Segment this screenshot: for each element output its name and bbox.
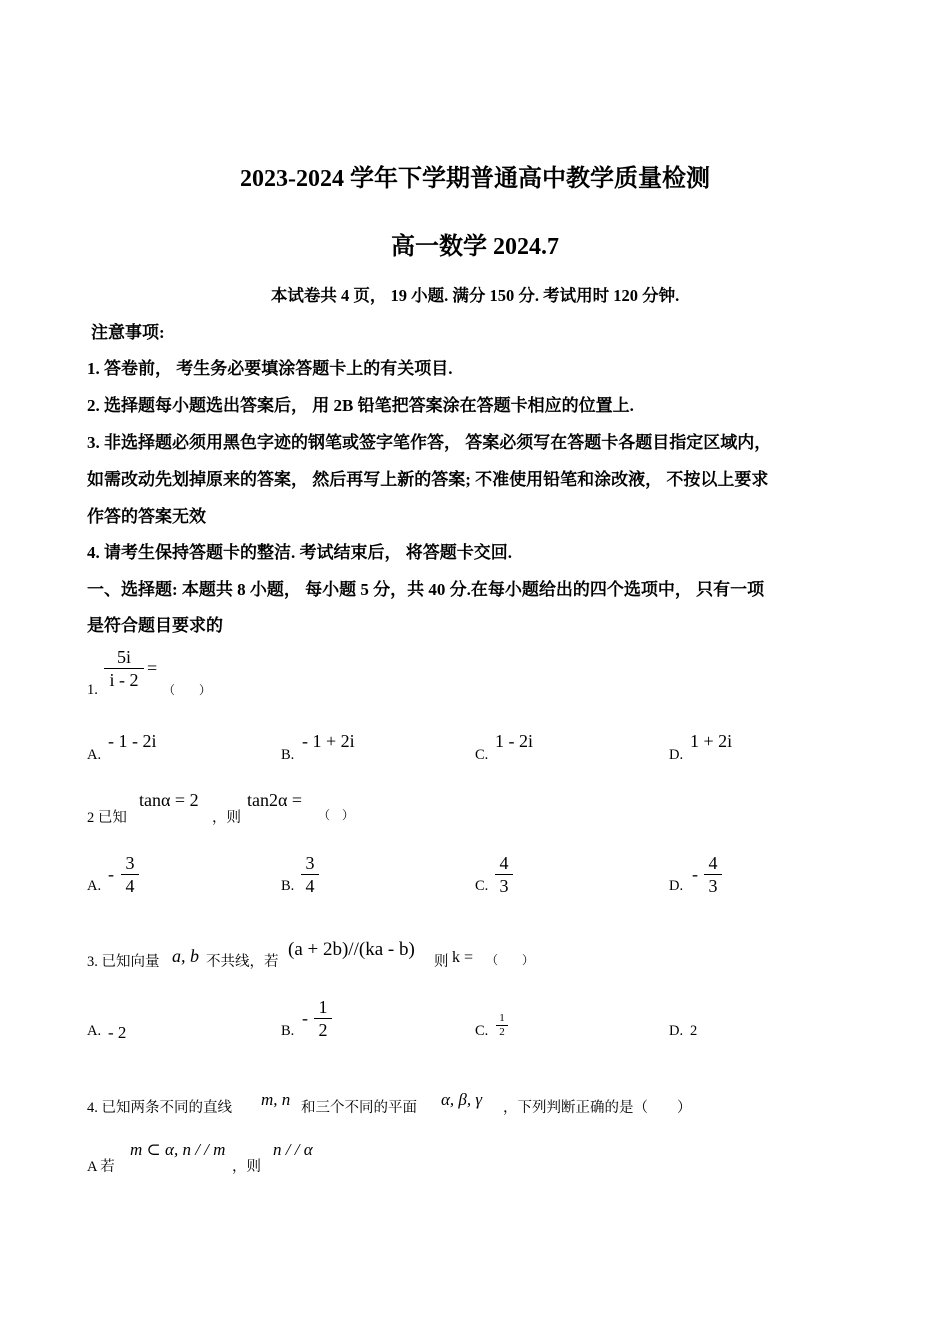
q2-ask: tan2α =	[247, 790, 303, 810]
q4-planes: α, β, γ	[441, 1090, 483, 1109]
q4-text-1: 4. 已知两条不同的直线	[87, 1100, 232, 1116]
note-item-4: 4. 请考生保持答题卡的整洁. 考试结束后， 将答题卡交回.	[87, 543, 512, 562]
q2-option-c-fraction	[495, 852, 513, 897]
exam-info: 本试卷共 4 页， 19 小题. 满分 150 分. 考试用时 120 分钟.	[270, 286, 680, 305]
section-1-line-2: 是符合题目要求的	[87, 616, 223, 635]
note-item-3-line-3: 作答的答案无效	[87, 507, 206, 526]
q4-option-a-then: ，则	[232, 1159, 261, 1175]
q3-option-c-num: 1	[499, 1012, 505, 1024]
q3-option-d-value: 2	[690, 1023, 698, 1039]
q2-option-a-label: A.	[87, 878, 102, 894]
q1-denominator: i - 2	[109, 670, 139, 690]
q3-option-c-label: C.	[475, 1023, 489, 1039]
q2-option-c-num: 4	[499, 853, 509, 873]
note-item-3-line-1: 3. 非选择题必须用黑色字迹的钢笔或签字笔作答， 答案必须写在答题卡各题目指定区域内，	[87, 433, 772, 452]
q3-text-3: 则	[434, 954, 449, 970]
q2-given: tanα = 2	[139, 790, 199, 810]
q3-option-c-fraction	[496, 1012, 508, 1039]
q2-option-c-den: 3	[499, 876, 509, 896]
q3-option-d-label: D.	[669, 1023, 684, 1039]
q3-option-b-sign: -	[302, 1008, 308, 1028]
q1-option-d-label: D.	[669, 747, 684, 763]
q3-text-2: 不共线，若	[206, 954, 279, 970]
notes-heading: 注意事项:	[91, 323, 165, 342]
q1-option-b-value: - 1 + 2i	[302, 731, 355, 751]
q3-text-1: 3. 已知向量	[87, 954, 160, 970]
q3-vectors: a, b	[172, 946, 199, 966]
q2-comma: ，则	[212, 810, 241, 826]
q1-option-d-value: 1 + 2i	[690, 731, 733, 751]
q3-ask: k =	[452, 949, 474, 966]
q1-equals: =	[147, 658, 158, 678]
q1-option-c-value: 1 - 2i	[495, 731, 533, 751]
q4-text-2: 和三个不同的平面	[301, 1100, 417, 1116]
q4-lines: m, n	[261, 1090, 291, 1109]
exam-title: 2023-2024 学年下学期普通高中教学质量检测	[240, 166, 710, 192]
q2-option-d-label: D.	[669, 878, 684, 894]
q4-text-3: ，下列判断正确的是（ ）	[503, 1100, 692, 1116]
note-item-3-line-2: 如需改动先划掉原来的答案， 然后再写上新的答案; 不准使用铅笔和涂改液， 不按以上要求	[87, 470, 769, 489]
q4-option-a-label: A 若	[87, 1159, 115, 1175]
q2-option-d-fraction	[704, 852, 722, 897]
q1-option-c-label: C.	[475, 747, 489, 763]
q3-option-a-label: A.	[87, 1023, 102, 1039]
q2-number: 2 已知	[87, 810, 127, 826]
q2-option-a-fraction	[121, 852, 139, 897]
q2-option-c-label: C.	[475, 878, 489, 894]
q1-option-a-label: A.	[87, 747, 102, 763]
q2-option-b-label: B.	[281, 878, 295, 894]
q3-option-b-den: 2	[318, 1020, 328, 1040]
q3-answer-paren: （ ）	[486, 953, 535, 967]
q1-answer-paren: （ ）	[163, 683, 212, 697]
exam-subtitle: 高一数学 2024.7	[391, 234, 559, 260]
q2-option-d-num: 4	[708, 853, 718, 873]
q3-option-c-den: 2	[499, 1026, 505, 1038]
q2-option-d-den: 3	[708, 876, 718, 896]
q3-option-b-fraction	[314, 996, 332, 1041]
q3-option-b-label: B.	[281, 1023, 295, 1039]
q3-option-b-num: 1	[318, 997, 328, 1017]
q1-fraction	[104, 646, 144, 691]
q2-option-d-sign: -	[692, 864, 698, 884]
q2-option-a-sign: -	[108, 864, 114, 884]
q2-answer-paren: （ ）	[318, 808, 355, 822]
note-item-1: 1. 答卷前， 考生务必要填涂答题卡上的有关项目.	[87, 359, 453, 378]
q3-option-a-value: - 2	[108, 1023, 127, 1042]
q3-condition: (a + 2b)//(ka - b)	[288, 939, 415, 960]
q1-number: 1.	[87, 682, 98, 698]
note-item-2: 2. 选择题每小题选出答案后， 用 2B 铅笔把答案涂在答题卡相应的位置上.	[87, 396, 634, 415]
q2-option-b-num: 3	[305, 853, 315, 873]
q1-option-a-value: - 1 - 2i	[108, 731, 157, 751]
q4-option-a-result: n / / α	[273, 1140, 313, 1159]
q1-numerator: 5i	[116, 647, 131, 667]
q2-option-b-den: 4	[305, 876, 315, 896]
q2-option-a-num: 3	[125, 853, 135, 873]
q2-option-b-fraction	[301, 852, 319, 897]
q4-option-a-condition: m ⊂ α, n / / m	[130, 1140, 226, 1159]
section-1-line-1: 一、选择题: 本题共 8 小题， 每小题 5 分，共 40 分.在每小题给出的四个选项中， 只有一项	[87, 580, 765, 599]
q2-option-a-den: 4	[125, 876, 135, 896]
q1-option-b-label: B.	[281, 747, 295, 763]
